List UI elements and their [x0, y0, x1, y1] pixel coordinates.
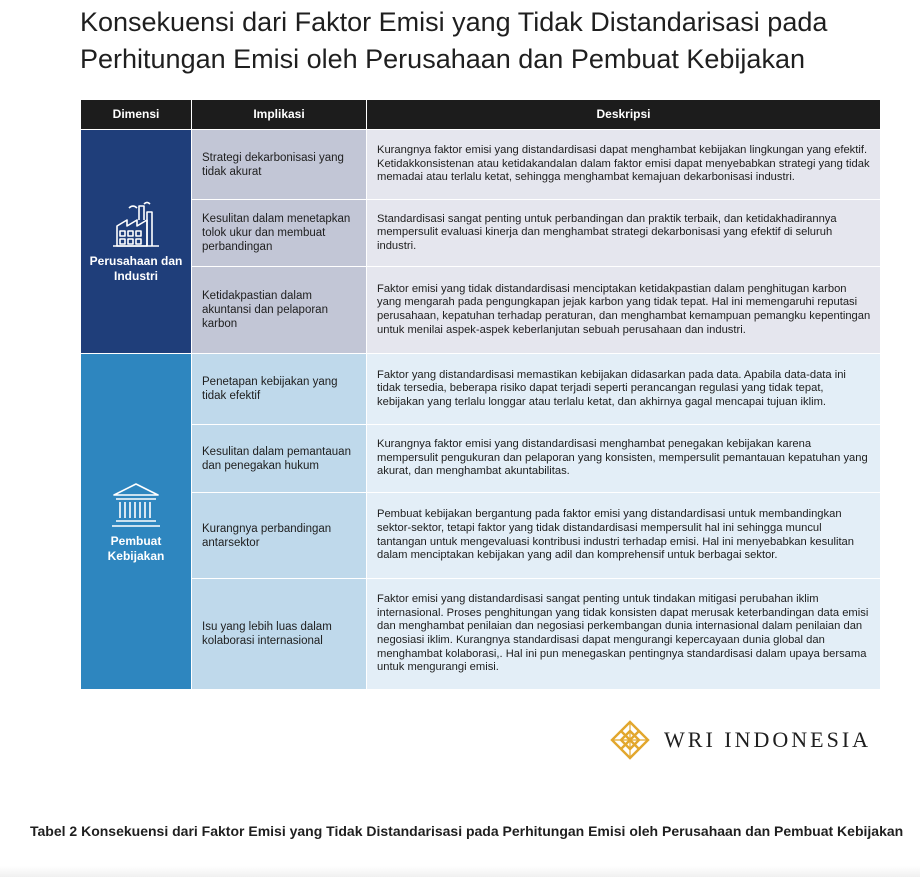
description-cell: Standardisasi sangat penting untuk perbandingan dan praktik terbaik, dan ketidakhadirannya mempersulit evaluasi kinerja dan menghambat strategi dekarbonisasi yang efektif di seluruh industri. [367, 200, 880, 266]
header-implikasi: Implikasi [192, 100, 366, 129]
implication-cell: Kesulitan dalam menetapkan tolok ukur dan membuat perbandingan [192, 200, 366, 266]
dimension-perusahaan-industri [81, 130, 191, 353]
dimension-pembuat-kebijakan [81, 354, 191, 689]
wri-indonesia-logo [610, 720, 880, 760]
description-cell: Faktor emisi yang tidak distandardisasi menciptakan ketidakpastian dalam penghitugan karbon yang mengarah pada pengungkapan jejak karbon yang tidak tepat. Hal ini memengaruhi reputasi perusahaan, kepatuhan terhadap peraturan, dan menghambat kemampuan pemangku kepentingan untuk menilai aspek-aspek keberlanjutan sebuah perusahaan dan industri. [367, 267, 880, 353]
implication-cell: Ketidakpastian dalam akuntansi dan pelaporan karbon [192, 267, 366, 353]
header-dimensi: Dimensi [81, 100, 191, 129]
description-cell: Pembuat kebijakan bergantung pada faktor emisi yang distandardisasi untuk membandingkan sektor-sektor, tetapi faktor yang tidak distandardisasi mempersulit hal ini sehingga muncul tantangan untuk mengevaluasi kontribusi industri terhadap emisi. Hal ini menyebabkan kesulitan dalam menciptakan kebijakan yang adil dan komprehensif untuk berbagai sektor. [367, 493, 880, 578]
wri-lattice-logo-icon [610, 720, 650, 760]
description-cell: Kurangnya faktor emisi yang distandardisasi menghambat penegakan kebijakan karena mempersulit pengukuran dan pelaporan yang konsisten, mempersulit pemantauan kepatuhan yang akurat, dan menghambat akuntabilitas. [367, 425, 880, 492]
logo-text: WRI INDONESIA [664, 727, 872, 752]
header-deskripsi: Deskripsi [367, 100, 880, 129]
factory-icon [111, 200, 161, 250]
description-cell: Kurangnya faktor emisi yang distandardisasi dapat menghambat kebijakan lingkungan yang efektif. Ketidakkonsistenan atau ketidakandalan dalam faktor emisi dapat menyebabkan strategi yang tidak memadai atau terlalu ketat, sehingga menghambat kemajuan dekarbonisasi industri. [367, 130, 880, 199]
government-building-icon [108, 480, 164, 530]
implication-cell: Strategi dekarbonisasi yang tidak akurat [192, 130, 366, 199]
table-caption: Tabel 2 Konsekuensi dari Faktor Emisi yang Tidak Distandarisasi pada Perhitungan Emisi oleh Perusahaan dan Pembuat Kebijakan [30, 823, 904, 839]
infographic-title: Konsekuensi dari Faktor Emisi yang Tidak Distandarisasi pada Perhitungan Emisi oleh Perusahaan dan Pembuat Kebijakan [80, 7, 828, 74]
description-cell: Faktor yang distandardisasi memastikan kebijakan didasarkan pada data. Apabila data-data ini tidak tersedia, beberapa risiko dapat terjadi seperti perancangan regulasi yang tidak tepat, kebijakan yang terlalu longgar atau terlalu ketat, dan akhirnya gagal mencapai tujuan iklim. [367, 354, 880, 424]
description-cell: Faktor emisi yang distandardisasi sangat penting untuk tindakan mitigasi perubahan iklim internasional. Proses penghitungan yang tidak konsisten dapat merusak keterbandingan data emisi dan menghambat penilaian dan negosiasi perkembangan dunia internasional dalam penilaian dan negosiasi iklim. Kurangnya standardisasi dapat mengurangi kepercayaan dunia global dan menghambat kolaborasi,. Hal ini pun menegaskan pentingnya standardisasi dalam upaya bersama untuk mengurangi emisi. [367, 579, 880, 689]
dimension-label: Perusahaan dan Industri [89, 253, 183, 283]
implication-cell: Kurangnya perbandingan antarsektor [192, 493, 366, 578]
consequences-table [81, 100, 880, 689]
dimension-label: Pembuat Kebijakan [107, 533, 165, 563]
implication-cell: Isu yang lebih luas dalam kolaborasi internasional [192, 579, 366, 689]
page-bottom-edge [0, 866, 920, 877]
implication-cell: Penetapan kebijakan yang tidak efektif [192, 354, 366, 424]
implication-cell: Kesulitan dalam pemantauan dan penegakan hukum [192, 425, 366, 492]
